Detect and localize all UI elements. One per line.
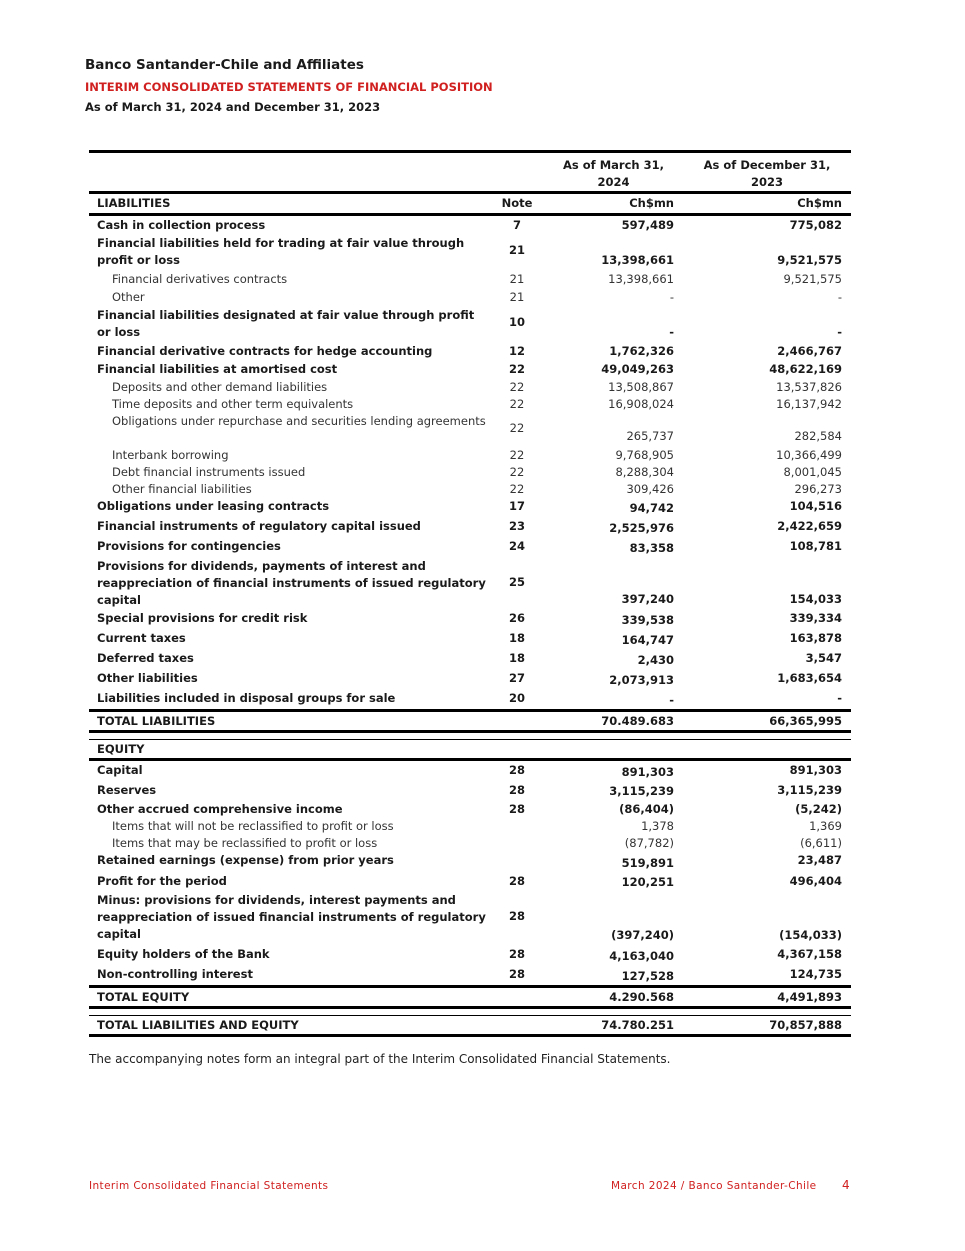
- column-march-2024: [541, 157, 686, 191]
- equity-value-2024: (87,782): [624, 836, 674, 850]
- liability-row: [89, 517, 851, 537]
- liability-note: 21: [508, 243, 525, 257]
- equity-row: [89, 800, 851, 817]
- liability-note: 10: [508, 315, 525, 329]
- liability-value-2023: 16,137,942: [776, 397, 842, 411]
- liability-value-2024: 2,073,913: [609, 673, 674, 687]
- liability-note: 24: [508, 539, 525, 553]
- liability-row: [89, 557, 851, 609]
- liability-value-2023: 108,781: [789, 539, 842, 553]
- liability-row: [89, 497, 851, 517]
- total-liabilities-and-equity-row: [89, 1016, 851, 1034]
- column-december-2023: [692, 157, 842, 191]
- equity-value-2024: 4,163,040: [609, 949, 674, 963]
- liability-note: 22: [509, 421, 525, 435]
- liability-label: Other liabilities: [97, 671, 198, 685]
- liability-row: [89, 216, 851, 234]
- liability-label: Financial liabilities designated at fair value through profit or loss: [97, 308, 475, 339]
- liability-label: Financial instruments of regulatory capital issued: [97, 519, 421, 533]
- liability-label: Financial derivative contracts for hedge accounting: [97, 344, 433, 358]
- liability-value-2024: 13,398,661: [608, 272, 674, 286]
- section-label: LIABILITIES: [97, 196, 171, 210]
- equity-value-2024: (86,404): [619, 802, 674, 816]
- equity-note: 28: [508, 947, 525, 961]
- equity-row: [89, 781, 851, 800]
- column-march-2024-line1: As of March 31,: [563, 158, 664, 172]
- total-equity-row: [89, 988, 851, 1006]
- equity-value-2024: 519,891: [621, 856, 674, 870]
- liability-value-2024: 265,737: [626, 429, 674, 443]
- liability-note: 20: [508, 691, 525, 705]
- equity-row: [89, 872, 851, 891]
- liability-note: 23: [508, 519, 525, 533]
- equity-value-2023: (5,242): [795, 802, 842, 816]
- liability-label: Other financial liabilities: [112, 482, 252, 496]
- liability-note: 7: [512, 218, 521, 232]
- equity-value-2024: 891,303: [621, 765, 674, 779]
- unit-label-2023: Ch$mn: [797, 196, 842, 210]
- liability-note: 21: [509, 272, 525, 286]
- note-header: Note: [501, 196, 533, 210]
- liability-row: [89, 629, 851, 649]
- liability-note: 22: [508, 362, 525, 376]
- liability-value-2023: 339,334: [789, 611, 842, 625]
- liability-row: [89, 689, 851, 709]
- liability-row: [89, 342, 851, 360]
- liability-row: [89, 270, 851, 288]
- equity-value-2024: 3,115,239: [609, 784, 674, 798]
- equity-note: 28: [508, 874, 525, 888]
- equity-note: 28: [508, 909, 525, 923]
- liability-value-2024: 339,538: [621, 613, 674, 627]
- grand-total-label: TOTAL LIABILITIES AND EQUITY: [97, 1018, 299, 1032]
- liability-value-2023: 775,082: [789, 218, 842, 232]
- liability-label: Deferred taxes: [97, 651, 194, 665]
- equity-label: Minus: provisions for dividends, interest payments and reappreciation of issued financial instruments of regulatory capital: [97, 893, 486, 941]
- equity-value-2023: 1,369: [809, 819, 842, 833]
- liability-note: 25: [508, 575, 525, 589]
- equity-value-2023: 891,303: [789, 763, 842, 777]
- liability-value-2024: 16,908,024: [608, 397, 674, 411]
- liability-note: 22: [509, 482, 525, 496]
- liability-note: 22: [509, 397, 525, 411]
- page-number: 4: [842, 1178, 850, 1192]
- liability-value-2024: 13,398,661: [601, 253, 674, 267]
- liability-note: 22: [509, 465, 525, 479]
- liability-value-2024: 597,489: [621, 218, 674, 232]
- liability-value-2023: 8,001,045: [783, 465, 842, 479]
- total-liabilities-2024: 70.489.683: [601, 714, 674, 728]
- liability-label: Other: [112, 290, 145, 304]
- total-equity-label: TOTAL EQUITY: [97, 990, 190, 1004]
- equity-value-2024: 1,378: [641, 819, 674, 833]
- liability-value-2024: -: [669, 290, 674, 304]
- liability-value-2024: -: [669, 693, 674, 707]
- footer-document-name: Interim Consolidated Financial Statements: [89, 1180, 329, 1192]
- column-december-2023-line2: 2023: [750, 175, 783, 189]
- statement-date: As of March 31, 2024 and December 31, 2023: [85, 100, 381, 114]
- liability-label: Obligations under repurchase and securities lending agreements: [112, 414, 486, 428]
- equity-label: Other accrued comprehensive income: [97, 802, 343, 816]
- liability-value-2024: 8,288,304: [615, 465, 674, 479]
- equity-value-2023: 496,404: [789, 874, 842, 888]
- equity-value-2023: 124,735: [789, 967, 842, 981]
- liability-label: Financial derivatives contracts: [112, 272, 288, 286]
- liability-row: [89, 480, 851, 497]
- equity-note: 28: [508, 967, 525, 981]
- total-equity-2024: 4.290.568: [609, 990, 674, 1004]
- liability-row: [89, 537, 851, 557]
- liability-row: [89, 609, 851, 629]
- equity-row: [89, 891, 851, 945]
- liability-label: Debt financial instruments issued: [112, 465, 306, 479]
- financial-statement-table: [89, 150, 851, 1037]
- liability-label: Obligations under leasing contracts: [97, 499, 330, 513]
- equity-label: Non-controlling interest: [97, 967, 253, 981]
- liability-value-2023: 296,273: [794, 482, 842, 496]
- total-equity-2023: 4,491,893: [777, 990, 842, 1004]
- column-march-2024-line2: 2024: [597, 175, 630, 189]
- liability-value-2024: 164,747: [621, 633, 674, 647]
- liability-value-2023: 10,366,499: [776, 448, 842, 462]
- liability-value-2023: 2,422,659: [777, 519, 842, 533]
- liability-row: [89, 306, 851, 342]
- liability-value-2024: 94,742: [629, 501, 674, 515]
- liability-value-2024: -: [669, 325, 674, 339]
- liability-row: [89, 649, 851, 669]
- liability-note: 12: [508, 344, 525, 358]
- liability-row: [89, 446, 851, 463]
- liability-note: 18: [508, 631, 525, 645]
- liability-row: [89, 234, 851, 270]
- liability-note: 26: [508, 611, 525, 625]
- liability-value-2023: 104,516: [789, 499, 842, 513]
- liability-value-2023: 282,584: [794, 429, 842, 443]
- total-liabilities-2023: 66,365,995: [769, 714, 842, 728]
- equity-label: Items that may be reclassified to profit or loss: [112, 836, 378, 850]
- liability-value-2024: 9,768,905: [615, 448, 674, 462]
- equity-value-2024: 127,528: [621, 969, 674, 983]
- column-december-2023-line1: As of December 31,: [703, 158, 831, 172]
- equity-label: Capital: [97, 763, 143, 777]
- liability-value-2024: 83,358: [629, 541, 674, 555]
- equity-value-2023: 3,115,239: [777, 783, 842, 797]
- liability-label: Current taxes: [97, 631, 186, 645]
- equity-label: Reserves: [97, 783, 157, 797]
- liability-value-2023: 154,033: [789, 592, 842, 606]
- liability-row: [89, 463, 851, 480]
- equity-value-2023: (154,033): [779, 928, 842, 942]
- equity-note: 28: [508, 763, 525, 777]
- equity-label: EQUITY: [97, 742, 145, 756]
- liability-row: [89, 288, 851, 306]
- liability-note: 22: [509, 448, 525, 462]
- equity-note: 28: [508, 783, 525, 797]
- equity-section-header: [89, 740, 851, 758]
- equity-value-2023: 4,367,158: [777, 947, 842, 961]
- equity-note: 28: [508, 802, 525, 816]
- equity-row: [89, 945, 851, 965]
- equity-value-2024: (397,240): [611, 928, 674, 942]
- liability-value-2024: 1,762,326: [609, 344, 674, 358]
- equity-value-2023: (6,611): [800, 836, 842, 850]
- footnote: The accompanying notes form an integral part of the Interim Consolidated Financial Statements.: [89, 1052, 671, 1066]
- liability-label: Deposits and other demand liabilities: [112, 380, 328, 394]
- liability-row: [89, 360, 851, 378]
- grand-total-bottom-rule: [89, 1034, 851, 1037]
- liability-value-2024: 397,240: [621, 592, 674, 606]
- liability-row: [89, 378, 851, 395]
- liability-value-2023: 13,537,826: [776, 380, 842, 394]
- equity-label: Profit for the period: [97, 874, 227, 888]
- equity-rows: [89, 761, 851, 985]
- liabilities-section-header: [89, 194, 851, 213]
- liability-label: Financial liabilities at amortised cost: [97, 362, 338, 376]
- liability-value-2023: -: [837, 691, 842, 705]
- liability-value-2023: 9,521,575: [783, 272, 842, 286]
- equity-row: [89, 817, 851, 834]
- statement-title: INTERIM CONSOLIDATED STATEMENTS OF FINANCIAL POSITION: [85, 80, 493, 94]
- liability-value-2023: 2,466,767: [777, 344, 842, 358]
- liability-row: [89, 412, 851, 446]
- liability-value-2023: 9,521,575: [777, 253, 842, 267]
- liability-note: 27: [508, 671, 525, 685]
- column-header: [89, 153, 851, 191]
- equity-row: [89, 851, 851, 872]
- total-liabilities-row: [89, 712, 851, 730]
- liability-value-2023: -: [837, 290, 842, 304]
- liability-note: 18: [508, 651, 525, 665]
- liability-value-2024: 13,508,867: [608, 380, 674, 394]
- liability-note: 22: [509, 380, 525, 394]
- liability-value-2023: 48,622,169: [769, 362, 842, 376]
- equity-value-2023: 23,487: [797, 853, 842, 867]
- liability-label: Special provisions for credit risk: [97, 611, 308, 625]
- liability-label: Time deposits and other term equivalents: [112, 397, 354, 411]
- liability-note: 21: [509, 290, 525, 304]
- equity-row: [89, 761, 851, 781]
- grand-total-2023: 70,857,888: [769, 1018, 842, 1032]
- liability-value-2023: 163,878: [789, 631, 842, 645]
- liability-note: 17: [508, 499, 525, 513]
- liability-label: Cash in collection process: [97, 218, 266, 232]
- liability-value-2023: 3,547: [805, 651, 842, 665]
- equity-label: Items that will not be reclassified to profit or loss: [112, 819, 394, 833]
- liability-row: [89, 669, 851, 689]
- liability-value-2023: -: [837, 325, 842, 339]
- liability-label: Provisions for contingencies: [97, 539, 281, 553]
- liability-row: [89, 395, 851, 412]
- footer-period: March 2024 / Banco Santander-Chile: [611, 1180, 817, 1192]
- liability-label: Interbank borrowing: [112, 448, 229, 462]
- grand-total-2024: 74.780.251: [601, 1018, 674, 1032]
- liability-value-2024: 49,049,263: [601, 362, 674, 376]
- equity-label: Equity holders of the Bank: [97, 947, 270, 961]
- equity-label: Retained earnings (expense) from prior years: [97, 853, 394, 867]
- company-name: Banco Santander-Chile and Affiliates: [85, 57, 364, 73]
- equity-row: [89, 834, 851, 851]
- total-liabilities-label: TOTAL LIABILITIES: [97, 714, 216, 728]
- liabilities-rows: [89, 216, 851, 709]
- liability-value-2024: 309,426: [626, 482, 674, 496]
- liability-label: Financial liabilities held for trading at fair value through profit or loss: [97, 236, 465, 267]
- equity-value-2024: 120,251: [621, 875, 674, 889]
- unit-label-2024: Ch$mn: [629, 196, 674, 210]
- liability-value-2024: 2,430: [637, 653, 674, 667]
- liability-label: Liabilities included in disposal groups for sale: [97, 691, 396, 705]
- liability-value-2023: 1,683,654: [777, 671, 842, 685]
- liability-label: Provisions for dividends, payments of interest and reappreciation of financial instruments of issued regulatory capital: [97, 559, 486, 607]
- equity-row: [89, 965, 851, 985]
- liability-value-2024: 2,525,976: [609, 521, 674, 535]
